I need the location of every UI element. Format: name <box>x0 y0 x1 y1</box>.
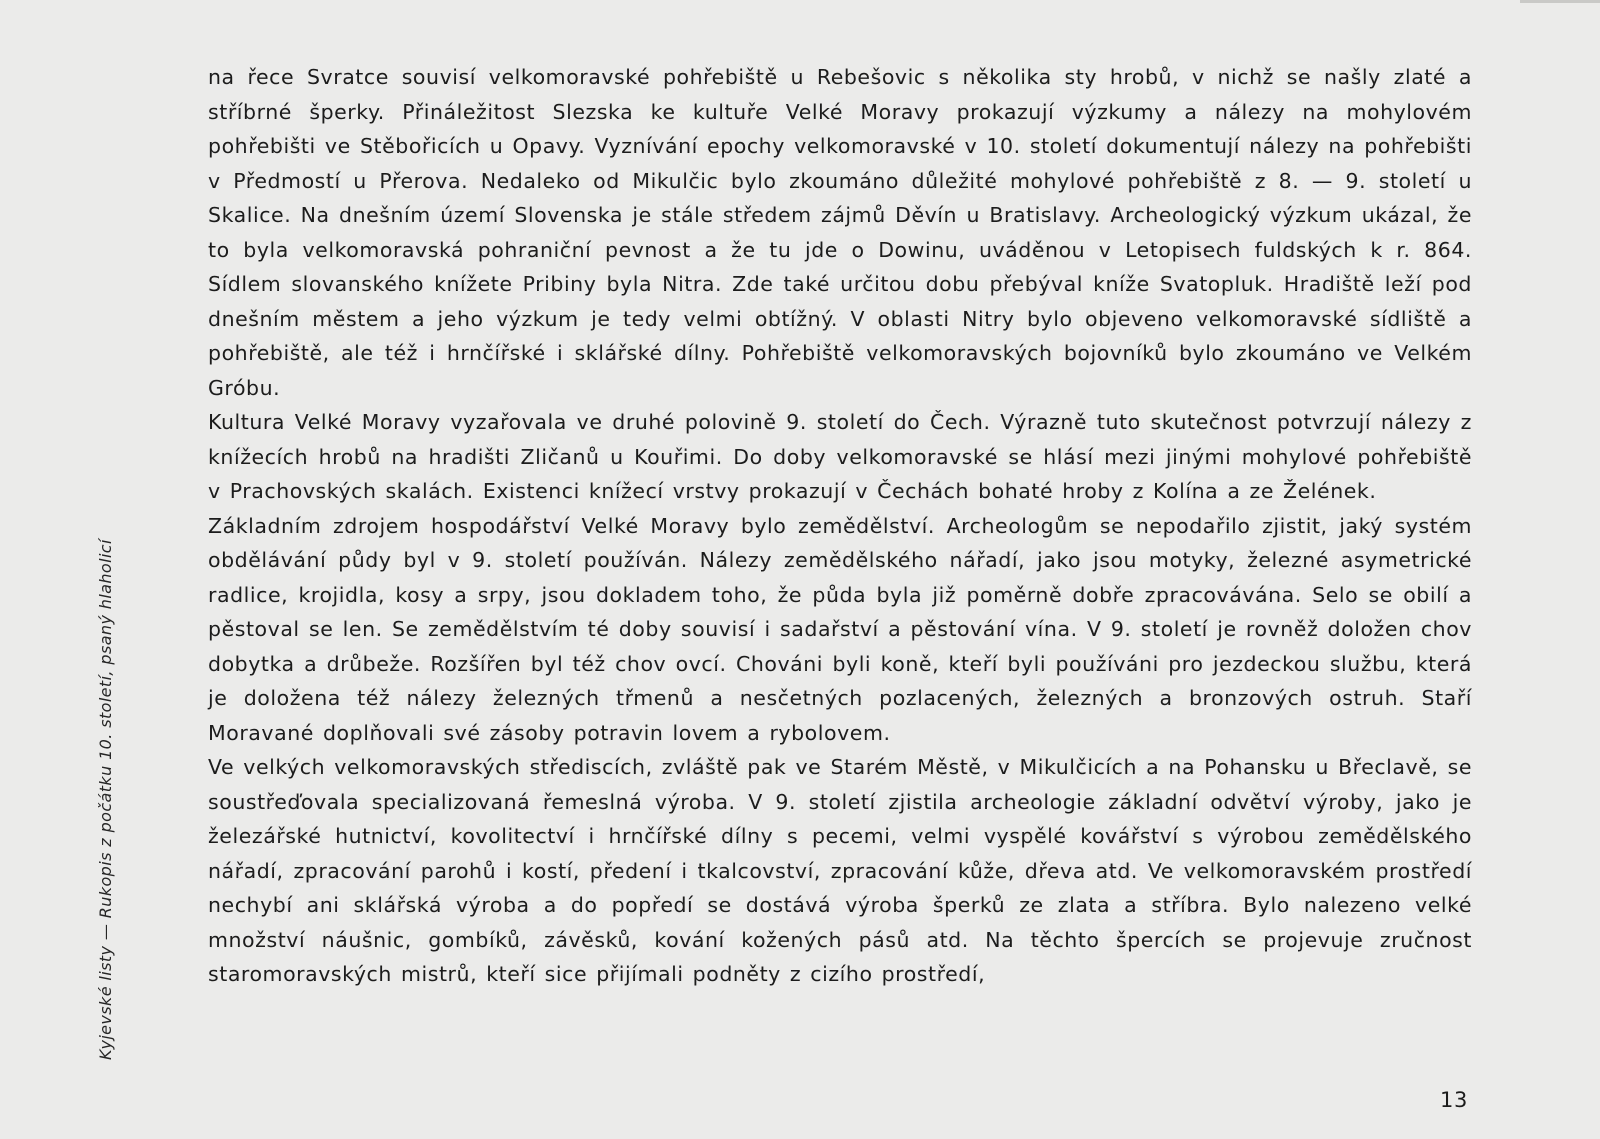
body-text <box>208 60 1472 992</box>
side-caption: Kyjevské listy — Rukopis z počátku 10. století, psaný hlaholicí <box>96 539 115 1060</box>
page-edge-mark <box>1520 0 1600 3</box>
paragraph-3: Základním zdrojem hospodářství Velké Moravy bylo zemědělství. Archeologům se nepodařilo zjistit, jaký systém obdělávání půdy byl v 9. století používán. Nálezy zemědělského nářadí, jako jsou motyky, železné asymetrické radlice, krojidla, kosy a srpy, jsou dokladem toho, že půda byla již poměrně dobře zpracovávána. Selo se obilí a pěstoval se len. Se zemědělstvím té doby souvisí i sadařství a pěstování vína. V 9. století je rovněž doložen chov dobytka a drůbeže. Rozšířen byl též chov ovcí. Chováni byli koně, kteří byli používáni pro jezdeckou službu, která je doložena též nálezy železných třmenů a nesčetných pozlacených, železných a bronzových ostruh. Staří Moravané doplňovali své zásoby potravin lovem a rybolovem. <box>208 513 1472 745</box>
paragraph-2: Kultura Velké Moravy vyzařovala ve druhé polovině 9. století do Čech. Výrazně tuto skutečnost potvrzují nálezy z knížecích hrobů na hradišti Zličanů u Kouřimi. Do doby velkomoravské se hlásí mezi jinými mohylové pohřebiště v Prachovských skalách. Existenci knížecí vrstvy prokazují v Čechách bohaté hroby z Kolína a ze Želének. <box>208 410 1472 503</box>
paragraph-4: Ve velkých velkomoravských střediscích, zvláště pak ve Starém Městě, v Mikulčicích a na Pohansku u Břeclavě, se soustřeďovala specializovaná řemeslná výroba. V 9. století zjistila archeologie základní odvětví výroby, jako je železářské hutnictví, kovolitectví i hrnčířské dílny s pecemi, velmi vyspělé kovářství s výrobou zemědělského nářadí, zpracování parohů i kostí, předení i tkalcovství, zpracování kůže, dřeva atd. Ve velkomoravském prostředí nechybí ani sklářská výroba a do popředí se dostává výroba šperků ze zlata a stříbra. Bylo nalezeno velké množství náušnic, gombíků, závěsků, kování kožených pásů atd. Na těchto špercích se projevuje zručnost staromoravských mistrů, kteří sice přijímali podněty z cizího prostředí, <box>208 755 1472 986</box>
paragraph-1: na řece Svratce souvisí velkomoravské pohřebiště u Rebešovic s několika sty hrobů, v nichž se našly zlaté a stříbrné šperky. Přináležitost Slezska ke kultuře Velké Moravy prokazují výzkumy a nálezy na mohylovém pohřebišti ve Stěbořicích u Opavy. Vyznívání epochy velkomoravské v 10. století dokumentují nálezy na pohřebišti v Předmostí u Přerova. Nedaleko od Mikulčic bylo zkoumáno důležité mohylové pohřebiště z 8. — 9. století u Skalice. Na dnešním území Slovenska je stále středem zájmů Děvín u Bratislavy. Archeologický výzkum ukázal, že to byla velkomoravská pohraniční pevnost a že tu jde o Dowinu, uváděnou v Letopisech fuldských k r. 864. Sídlem slovanského knížete Pribiny byla Nitra. Zde také určitou dobu přebýval kníže Svatopluk. Hradiště leží pod dnešním městem a jeho výzkum je tedy velmi obtížný. V oblasti Nitry bylo objeveno velkomoravské sídliště a pohřebiště, ale též i hrnčířské i sklářské dílny. Pohřebiště velkomoravských bojovníků bylo zkoumáno ve Velkém Gróbu. <box>208 65 1472 400</box>
page-number: 13 <box>1440 1088 1468 1112</box>
